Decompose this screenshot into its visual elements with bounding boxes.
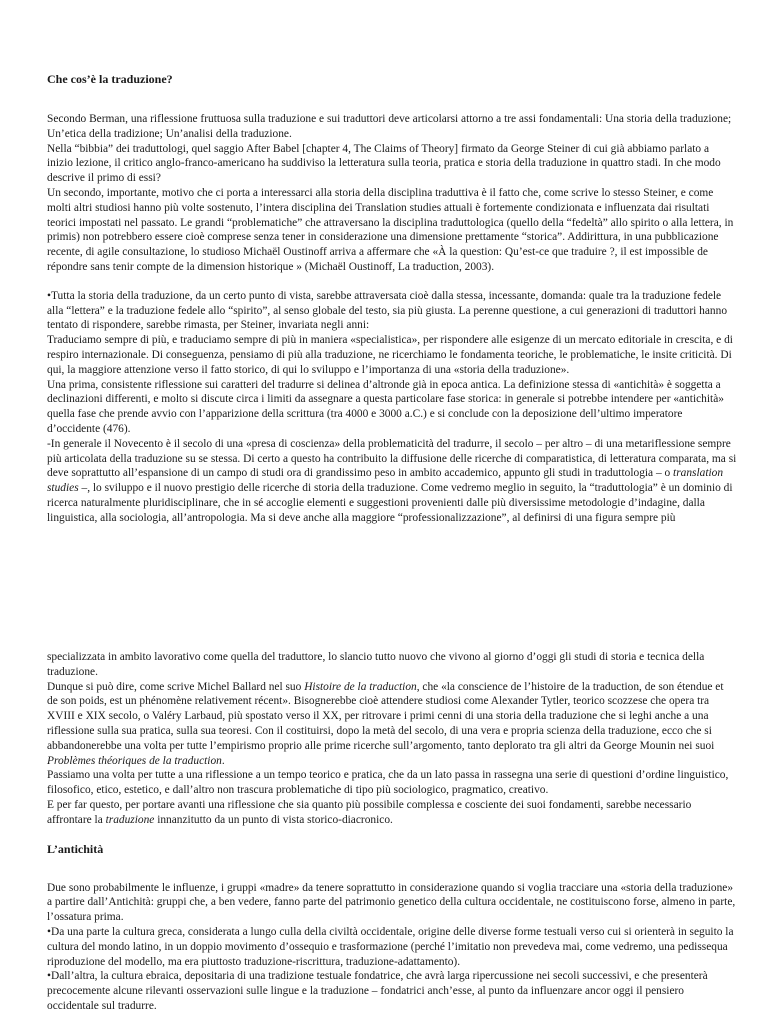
paragraph-history-question: •Tutta la storia della traduzione, da un certo punto di vista, sarebbe attraversata cioè dalla stessa, incessante, domanda: quale tra la traduzione fedele alla “lettera” e la traduzione fedele allo “spirito”, al senso globale del testo, sia più giusta. La perenne questione, a cui generazioni di traduttori hanno tentato di rispondere, sarebbe rimasta, per Steiner, invariata negli anni: bbox=[47, 289, 728, 332]
paragraph-theory-practice: Passiamo una volta per tutte a una riflessione a un tempo teorico e pratica, che da un lato passa in rassegna una serie di questioni d’ordine linguistico, filosofico, etico, estetico, e dall’altro non trascura problematiche di tipo più sociologico, pragmatico, creativo. bbox=[47, 769, 729, 797]
paragraph-steiner-bible: Nella “bibbia” dei traduttologi, quel saggio After Babel [chapter 4, The Claims of Theory] firmato da George Steiner di cui già abbiamo parlato a inizio lezione, il critico anglo-franco-americano ha suddiviso la letteratura sulla teoria, pratica e storia della traduzione in quattro stadi. In che modo descrive il primo di essi? bbox=[47, 142, 721, 185]
paragraph-second-motive: Un secondo, importante, motivo che ci porta a interessarci alla storia della disciplina traduttiva è il fatto che, come scrive lo stesso Steiner, e come molti altri studiosi hanno più volte sostenuto, l’intera disciplina dei Translation studies attuali è fortemente condizionata e influenzata dai risultati teorici impostati nel passato. Le grandi “problematiche” che attraversano la disciplina traduttologica (quello della “fedeltà” allo spirito o alla lettera, in primis) non potrebbero essere cioè comprese senza tener in considerazione una dimensione prettamente “storica”. Addirittura, in una pubblicazione recente, di agile consultazione, lo studioso Michaël Oustinoff arriva a affermare che «À la question: Qu’est-ce que traduire ?, il est impossible de répondre sans tenir compte de la dimension historique » (Michaël Oustinoff, La traduction, 2003). bbox=[47, 186, 734, 273]
paragraph-ballard bbox=[47, 680, 737, 769]
text-run: . bbox=[221, 754, 225, 767]
spacer bbox=[47, 828, 737, 842]
paragraph-greek-culture: •Da una parte la cultura greca, considerata a lungo culla della civiltà occidentale, origine delle diverse forme testuali verso cui si orienterà in seguito la cultura del mondo latino, in un doppio movimento d’ossequio e trasformazione (perché l’imitatio non prevedeva mai, come vedremo, una pedissequa riproduzione del modello, ma era piuttosto traduzione-riscrittura, traduzione-adattamento). bbox=[47, 925, 734, 968]
heading-antiquity: L’antichità bbox=[47, 841, 104, 856]
italic-term: translation studies bbox=[47, 467, 724, 495]
paragraph-hebrew-culture: •Dall’altra, la cultura ebraica, depositaria di una tradizione testuale fondatrice, che avrà larga ripercussione nei secoli successivi, e che presenterà precocemente alcune rilevanti osservazioni sulle lingue e la traduzione – fondatrici anch’esse, al punto da influenzare ancor oggi il pensiero occidentale sul tradurre. bbox=[47, 970, 708, 1012]
paragraph-specialized: specializzata in ambito lavorativo come quella del traduttore, lo slancio tutto nuovo che vivono al giorno d’oggi gli studi di storia e tecnica della traduzione. bbox=[47, 651, 705, 678]
spacer bbox=[47, 275, 737, 289]
paragraph-berman: Secondo Berman, una riflessione fruttuosa sulla traduzione e sui traduttori deve articolarsi attorno a tre assi fondamentali: Una storia della traduzione; Un’etica della tradizione; Un’analisi della traduzione. bbox=[47, 113, 732, 140]
heading-intro: Che cos’è la traduzione? bbox=[47, 72, 173, 86]
text-run: -In generale il Novecento è il secolo di una «presa di coscienza» della problematicità del tradurre, il secolo – per altro – di una metariflessione sempre più articolata della traduzione su se stessa. Di certo a questo ha contribuito la diffusione delle ricerche di comparatistica, di letteratura comparata, ma si deve soprattutto all’espansione di un campo di studi ora di grandissimo peso in ambito accademico, appunto gli studi in traduttologia – o bbox=[47, 437, 737, 480]
text-run: –, lo sviluppo e il nuovo prestigio delle ricerche di storia della traduzione. Come vedremo meglio in seguito, la “traduttologia” è un dominio di ricerca naturalmente pluridisciplinare, che in sé accoglie elementi e suggestioni provenienti dalle più diversissime metodologie d’indagine, dalla linguistica, alla sociologia, all’antropologia. Ma si deve anche alla maggiore “professionalizzazione”, al definirsi di una figura sempre più bbox=[47, 482, 733, 524]
text-run: innanzitutto da un punto di vista storico-diacronico. bbox=[154, 813, 393, 826]
text-run: Dunque si può dire, come scrive Michel Ballard nel suo bbox=[47, 680, 305, 693]
paragraph-translate-more: Traduciamo sempre di più, e traduciamo sempre di più in maniera «specialistica», per rispondere alle esigenze di un mercato editoriale in crescita, e di respiro internazionale. Di conseguenza, pensiamo di più alla traduzione, ne ricerchiamo le fondamenta teoriche, le problematiche, le insite criticità. Di qui, la maggiore attenzione verso il fatto storico, di qui lo sviluppo e l’importanza di una «storia della traduzione». bbox=[47, 334, 733, 376]
paragraph-first-reflection: Una prima, consistente riflessione sui caratteri del tradurre si delinea d’altronde già in epoca antica. La definizione stessa di «antichità» è soggetta a declinazioni differenti, e molto si discute circa i limiti da assegnare a questa particolare fase storica: in generale si potrebbe intendere per «antichità» quella fase che prende avvio con l’apparizione della scrittura (tra 4000 e 3000 a.C.) e si conclude con la deposizione dell’ultimo imperatore d’occidente (476). bbox=[47, 378, 724, 435]
spacer bbox=[47, 867, 737, 881]
italic-term: traduzione bbox=[105, 813, 155, 826]
italic-title: Problèmes théoriques de la traduction bbox=[47, 754, 222, 767]
text-run: , che «la conscience de l’histoire de la traduction, de son étendue et de son poids, est un phénomène relativement récent». Bisognerebbe cioè attendere studiosi come Alexander Tytler, teorico scozzese che opera tra XVIII e XIX secolo, o Valéry Larbaud, più spostato verso il XX, per ritrovare i primi cenni di una storia della traduzione che si leghi anche a una riflessione sulla sua pratica, sulla sua teoresi. Con il costituirsi, dopo la metà del secolo, di una vera e propria scienza della traduzione, ecco che si abbandonerebbe una volta per tutte l’empirismo proprio alle prime ricerche sull’argomento, tanto deplorato tra gli altri da George Mounin nei suoi bbox=[47, 680, 724, 752]
spacer bbox=[47, 97, 737, 112]
italic-title: Histoire de la traduction bbox=[304, 680, 417, 693]
paragraph-diachronic bbox=[47, 798, 737, 828]
page-bottom-section bbox=[47, 650, 737, 1014]
paragraph-two-influences: Due sono probabilmente le influenze, i gruppi «madre» da tenere soprattutto in considerazione quando si voglia tracciare una «storia della traduzione» a partire dall’Antichità: gruppi che, a ben vedere, fanno parte del patrimonio genetico della cultura occidentale, ne costituiscono forse, almeno in parte, l’ossatura prima. bbox=[47, 881, 736, 924]
text-run: E per far questo, per portare avanti una riflessione che sia quanto più possibile complessa e cosciente dei suoi fondamenti, sarebbe necessario affrontare la bbox=[47, 798, 692, 826]
page-top-section bbox=[47, 72, 737, 526]
paragraph-twentieth-century bbox=[47, 437, 737, 526]
